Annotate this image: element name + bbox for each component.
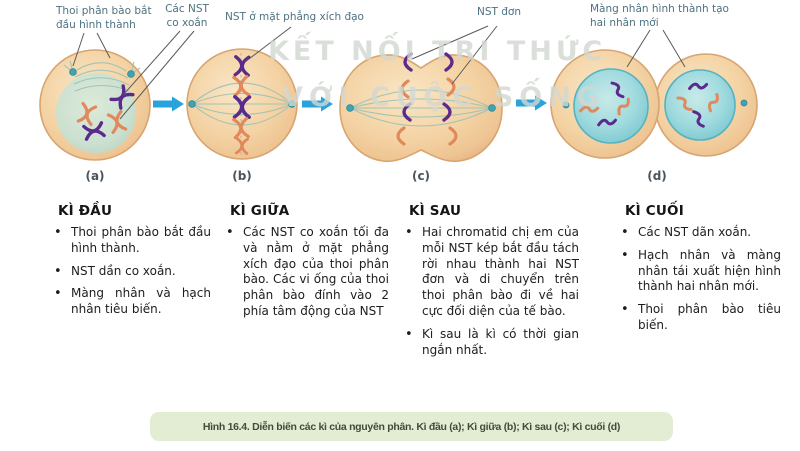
watermark-line2: VỚI CUỘC SỐNG	[282, 82, 605, 113]
cell-a-prophase	[40, 50, 150, 160]
callout-single-chromosome: NST đơn	[477, 6, 522, 18]
centrosome-icon	[741, 100, 747, 106]
callout-new-nuclei: Màng nhân hình thành tạo hai nhân mới	[590, 3, 729, 29]
centrosome-icon	[70, 69, 77, 76]
phase-bullet-list	[618, 225, 781, 334]
phase-column-ki-giua	[223, 203, 389, 327]
phase-heading: KÌ ĐẦU	[58, 203, 113, 219]
phase-column-ki-cuoi	[618, 203, 781, 341]
callout-metaphase-plate: NST ở mặt phẳng xích đạo	[225, 11, 364, 23]
stage-label-a: (a)	[85, 169, 105, 183]
stage-label-c: (c)	[411, 169, 431, 183]
figure-caption-bar	[150, 412, 673, 441]
phase-bullet: • Các NST dãn xoắn.	[633, 225, 781, 241]
centrosome-icon	[189, 101, 196, 108]
phase-bullet-list	[51, 225, 211, 318]
phase-descriptions	[0, 196, 800, 410]
phase-bullet: • Thoi phân bào bắt đầu hình thành.	[66, 225, 211, 257]
phase-bullet: • Hai chromatid chị em của mỗi NST kép bắt đầu tách rời nhau thành hai NST đơn và di chuyển trên thoi phân bào đi về hai cực đối diện của tế bào.	[417, 225, 579, 320]
phase-heading: KÌ GIỮA	[230, 203, 290, 219]
stage-label-b: (b)	[232, 169, 252, 183]
cell-d-right-nucleus	[665, 70, 735, 140]
callout-spindle-forming: Thoi phân bào bắt đầu hình thành	[56, 5, 152, 31]
centrosome-icon	[128, 71, 135, 78]
phase-bullet: • Thoi phân bào tiêu biến.	[633, 302, 781, 334]
watermark-line1: KẾT NỐI TRI THỨC	[268, 36, 607, 67]
phase-bullet: • Kì sau là kì có thời gian ngắn nhất.	[417, 327, 579, 359]
callout-chromosomes-condensing: Các NST co xoắn	[165, 3, 209, 29]
phase-bullet: • Màng nhân và hạch nhân tiêu biến.	[66, 286, 211, 318]
mitosis-diagram	[0, 0, 800, 196]
phase-bullet: • Hạch nhân và màng nhân tái xuất hiện hình thành hai nhân mới.	[633, 248, 781, 295]
phase-bullet-list	[223, 225, 389, 320]
stage-label-d: (d)	[647, 169, 667, 183]
arrow-right-icon	[153, 97, 184, 112]
phase-heading: KÌ SAU	[409, 203, 462, 219]
phase-column-ki-sau	[402, 203, 579, 366]
phase-heading: KÌ CUỐI	[625, 203, 684, 219]
phase-bullet: • NST dần co xoắn.	[66, 264, 211, 280]
phase-bullet-list	[402, 225, 579, 359]
phase-column-ki-dau	[51, 203, 211, 325]
phase-bullet: • Các NST co xoắn tối đa và nằm ở mặt phẳng xích đạo của thoi phân bào. Các vi ống của thoi phân bào đính vào 2 phía tâm động của NST	[238, 225, 389, 320]
figure-caption-text: Hình 16.4. Diễn biến các kì của nguyên phân. Kì đầu (a); Kì giữa (b); Kì sau (c); Kì cuối (d)	[202, 420, 621, 433]
